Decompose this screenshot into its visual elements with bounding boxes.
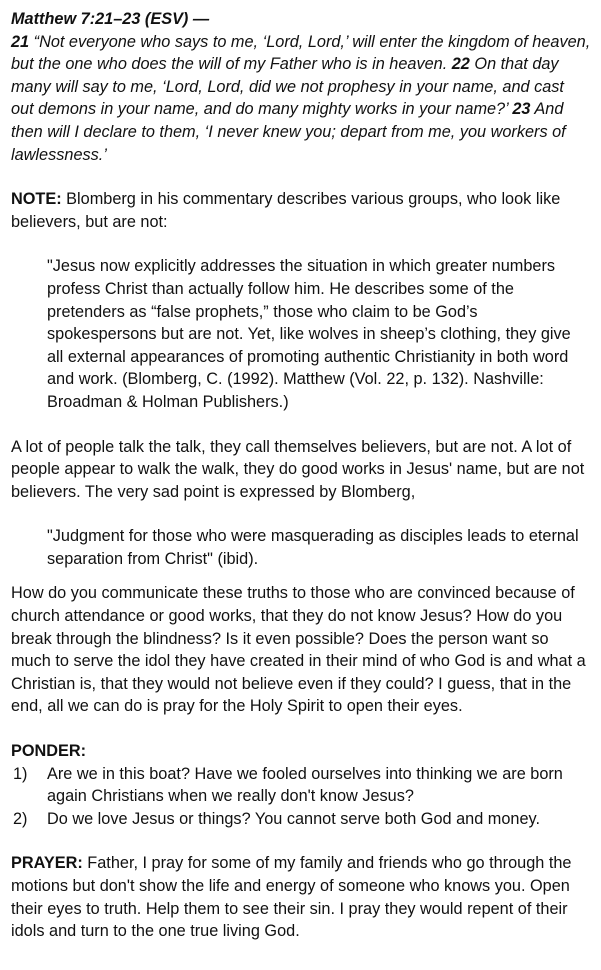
prayer-paragraph [11,852,591,942]
note-label: NOTE: [11,190,62,209]
verse-21-text: “Not everyone who says to me, ‘Lord, Lord,’ will enter the kingdom of heaven, but the one who does the will of my Father who is in heaven. [11,32,591,74]
verse-number-21: 21 [11,32,30,51]
prayer-text: Father, I pray for some of my family and friends who go through the motions but don't show the life and energy of someone who knows you. Open their eyes to truth. Help them to see their sin. I pray they would repent of their idols and turn to the one true living God. [11,854,572,941]
ponder-list [11,763,591,831]
body-paragraph-1: A lot of people talk the talk, they call themselves believers, but are not. A lot of people appear to walk the walk, they do good works in Jesus' name, but are not believers. The very sad point is expressed by Blomberg, [11,437,585,501]
verse-23-text: And then will I declare to them, ‘I never knew you; depart from me, you workers of lawlessness.’ [11,100,566,164]
verse-number-22: 22 [451,55,470,74]
scripture-heading: Matthew 7:21–23 (ESV) — [11,10,210,28]
list-item-text: Are we in this boat? Have we fooled ourselves into thinking we are born again Christians when we really don't know Jesus? [47,764,563,806]
list-item-number: 2) [13,809,28,828]
note-text: Blomberg in his commentary describes various groups, who look like believers, but are not: [11,190,561,231]
list-item [11,763,591,808]
scripture-passage [11,8,591,166]
verse-number-23: 23 [512,100,531,119]
ponder-heading: PONDER: [11,742,87,761]
body-paragraph-2: How do you communicate these truths to those who are convinced because of church attendance or good works, that they do not know Jesus? How do you break through the blindness? Is it even possible? Does the person want so much to serve the idol they have created in their mind of who God is and what a Christian is, that they would not believe even if they could? I guess, that in the end, all we can do is pray for the Holy Spirit to open their eyes. [11,584,586,716]
prayer-label: PRAYER: [11,854,83,873]
list-item [11,808,591,831]
blomberg-quote-1: "Jesus now explicitly addresses the situation in which greater numbers profess Christ than actually follow him. He describes some of the pretenders as “false prophets,” those who claim to be God’s spokespersons but are not. Yet, like wolves in sheep’s clothing, they give all external appearances of promoting authentic Christianity in both word and work. (Blomberg, C. (1992). Matthew (Vol. 22, p. 132). Nashville: Broadman & Holman Publishers.) [47,257,571,411]
blomberg-quote-2: "Judgment for those who were masquerading as disciples leads to eternal separation from Christ" (ibid). [47,527,579,568]
list-item-text: Do we love Jesus or things? You cannot serve both God and money. [47,809,540,828]
note-paragraph [11,188,591,233]
list-item-number: 1) [13,764,28,783]
verse-22-text: On that day many will say to me, ‘Lord, Lord, did we not prophesy in your name, and cast out demons in your name, and do many mighty works in your name?’ [11,55,564,119]
